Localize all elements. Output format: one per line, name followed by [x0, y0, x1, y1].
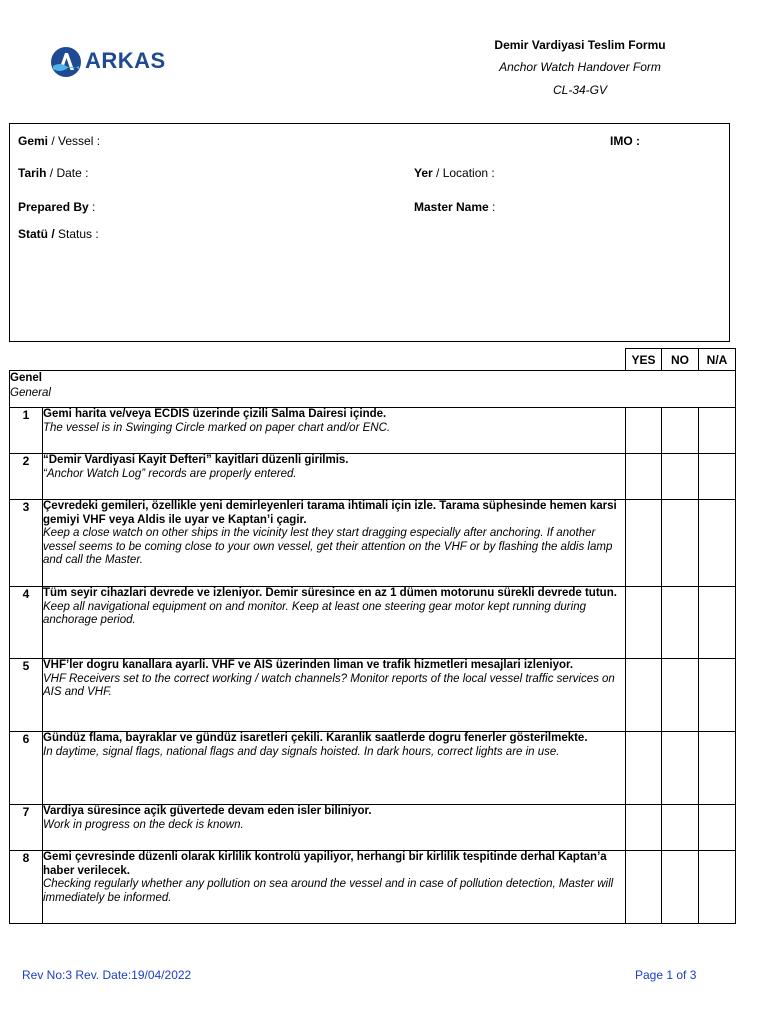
checklist-row	[10, 587, 736, 659]
checkbox-no[interactable]	[662, 587, 699, 659]
imo-label: IMO :	[610, 134, 640, 148]
arkas-logo	[50, 44, 165, 80]
checkbox-na[interactable]	[699, 454, 736, 500]
row-text-tr: Çevredeki gemileri, özellikle yeni demirleyenleri tarama ihtimali için izle. Tarama süphesinde hemen karsi gemiyi VHF veya Aldis ile uyar ve Kaptan’i çagir.	[43, 500, 617, 526]
checkbox-yes[interactable]	[626, 500, 662, 587]
date-label-en: / Date :	[49, 166, 89, 180]
row-text-tr: Gemi çevresinde düzenli olarak kirlilik kontrolü yapiliyor, herhangi bir kirlilik tespitinde derhal Kaptan’a haber verilecek.	[43, 851, 607, 877]
row-text-en: The vessel is in Swinging Circle marked on paper chart and/or ENC.	[43, 421, 391, 434]
status-field[interactable]	[18, 227, 99, 241]
imo-field[interactable]	[610, 134, 640, 148]
prepared-by-field[interactable]	[18, 200, 95, 214]
form-title-en: Anchor Watch Handover Form	[499, 60, 661, 74]
row-text-tr: Gemi harita ve/veya ECDIS üzerinde çizili Salma Dairesi içinde.	[43, 408, 387, 420]
row-text	[43, 500, 626, 587]
header-blank	[10, 349, 626, 371]
col-no-header: NO	[662, 349, 699, 371]
brand-name: ARKAS	[85, 48, 166, 73]
section-title-tr: Genel	[10, 372, 42, 384]
row-number: 2	[10, 454, 43, 500]
row-text	[43, 587, 626, 659]
row-text-en: Checking regularly whether any pollution on sea around the vessel and in case of pollution detection, Master will immediately be informed.	[43, 878, 614, 904]
checkbox-na[interactable]	[699, 659, 736, 732]
checkbox-yes[interactable]	[626, 851, 662, 924]
vessel-info-box	[9, 123, 730, 342]
location-label-tr: Yer	[414, 166, 433, 180]
checklist-table	[9, 348, 736, 924]
form-code: CL-34-GV	[552, 83, 608, 97]
form-title-tr: Demir Vardiyasi Teslim Formu	[494, 38, 666, 52]
checkbox-na[interactable]	[699, 732, 736, 805]
checklist-row	[10, 805, 736, 851]
page-number: Page 1 of 3	[635, 968, 697, 982]
arkas-logo-icon	[50, 46, 82, 78]
row-text	[43, 659, 626, 732]
checklist-row	[10, 454, 736, 500]
row-text	[43, 851, 626, 924]
row-text	[43, 408, 626, 454]
location-field[interactable]	[414, 166, 495, 180]
checkbox-na[interactable]	[699, 587, 736, 659]
row-number: 4	[10, 587, 43, 659]
row-text-en: In daytime, signal flags, national flags and day signals hoisted. In dark hours, correct lights are in use.	[43, 745, 560, 758]
checkbox-na[interactable]	[699, 851, 736, 924]
row-text	[43, 805, 626, 851]
row-text-en: Work in progress on the deck is known.	[43, 818, 244, 831]
checkbox-na[interactable]	[699, 500, 736, 587]
checkbox-no[interactable]	[662, 454, 699, 500]
master-name-colon: :	[492, 200, 496, 214]
checklist-row	[10, 851, 736, 924]
checkbox-yes[interactable]	[626, 454, 662, 500]
checkbox-na[interactable]	[699, 408, 736, 454]
vessel-label-en: / Vessel :	[51, 134, 101, 148]
row-text-tr: “Demir Vardiyasi Kayit Defteri” kayitlari düzenli girilmis.	[43, 454, 349, 466]
row-text-en: Keep a close watch on other ships in the vicinity lest they start dragging especially after anchoring. If another vessel seems to be coming close to your own vessel, get their attention on the VHF or by flashing the aldis lamp and call the Master.	[43, 527, 613, 566]
checklist-row	[10, 500, 736, 587]
checkbox-yes[interactable]	[626, 408, 662, 454]
date-field[interactable]	[18, 166, 88, 180]
master-name-field[interactable]	[414, 200, 495, 214]
checkbox-yes[interactable]	[626, 587, 662, 659]
vessel-label-tr: Gemi	[18, 134, 49, 148]
checkbox-no[interactable]	[662, 500, 699, 587]
checklist-row	[10, 408, 736, 454]
checkbox-yes[interactable]	[626, 805, 662, 851]
status-label-en: Status :	[58, 227, 99, 241]
master-name-label: Master Name	[414, 200, 489, 214]
row-text-tr: Tüm seyir cihazlari devrede ve izleniyor. Demir süresince en az 1 dümen motorunu sürekli devrede tutun.	[43, 587, 617, 599]
row-number: 1	[10, 408, 43, 454]
prepared-by-label: Prepared By	[18, 200, 89, 214]
date-label-tr: Tarih	[18, 166, 47, 180]
location-label-en: / Location :	[436, 166, 495, 180]
checkbox-yes[interactable]	[626, 732, 662, 805]
checklist-row	[10, 659, 736, 732]
checkbox-na[interactable]	[699, 805, 736, 851]
row-text-tr: VHF’ler dogru kanallara ayarli. VHF ve AIS üzerinden liman ve trafik hizmetleri mesajlari izleniyor.	[43, 659, 574, 671]
row-number: 8	[10, 851, 43, 924]
checkbox-no[interactable]	[662, 659, 699, 732]
row-text	[43, 454, 626, 500]
row-number: 3	[10, 500, 43, 587]
row-number: 7	[10, 805, 43, 851]
row-text-en: VHF Receivers set to the correct working / watch channels? Monitor reports of the local vessel traffic services on AIS and VHF.	[43, 672, 615, 698]
col-yes-header: YES	[626, 349, 662, 371]
prepared-by-colon: :	[92, 200, 96, 214]
checkbox-no[interactable]	[662, 732, 699, 805]
section-general	[10, 371, 736, 408]
col-na-header: N/A	[699, 349, 736, 371]
row-text-en: Keep all navigational equipment on and monitor. Keep at least one steering gear motor kept running during anchorage period.	[43, 600, 586, 626]
status-label-tr: Statü /	[18, 227, 55, 241]
checkbox-no[interactable]	[662, 408, 699, 454]
row-number: 5	[10, 659, 43, 732]
checkbox-yes[interactable]	[626, 659, 662, 732]
row-text-en: “Anchor Watch Log” records are properly entered.	[43, 467, 297, 480]
checklist-header-row	[10, 349, 736, 371]
row-text-tr: Vardiya süresince açik güvertede devam eden isler biliniyor.	[43, 805, 372, 817]
revision-info: Rev No:3 Rev. Date:19/04/2022	[22, 968, 192, 982]
checkbox-no[interactable]	[662, 805, 699, 851]
section-row	[10, 371, 736, 408]
section-title-en: General	[10, 387, 51, 399]
row-text-tr: Gündüz flama, bayraklar ve gündüz isaretleri çekili. Karanlik saatlerde dogru fenerler gösterilmekte.	[43, 732, 588, 744]
row-number: 6	[10, 732, 43, 805]
checklist-row	[10, 732, 736, 805]
checkbox-no[interactable]	[662, 851, 699, 924]
row-text	[43, 732, 626, 805]
vessel-field[interactable]	[18, 134, 100, 148]
